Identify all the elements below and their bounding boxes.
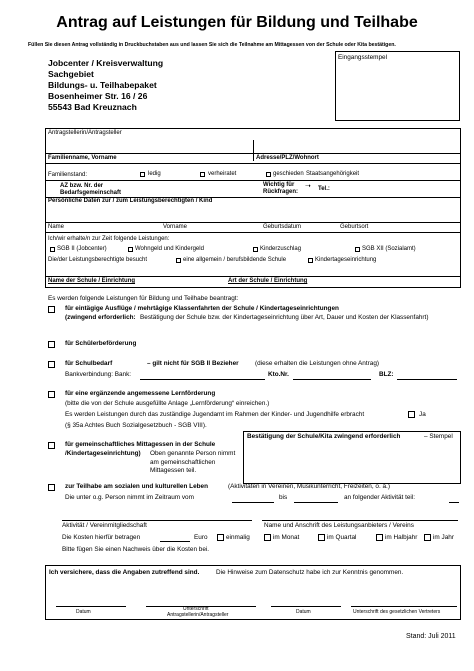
trips-checkbox[interactable]: [48, 306, 55, 313]
date-label-1: Datum: [76, 609, 91, 615]
school-general-label: eine allgemein / berufsbildende Schule: [183, 257, 287, 263]
lunch-confirm-text: – Stempel: [424, 433, 453, 440]
euro-label: Euro: [194, 534, 208, 541]
period-to-field[interactable]: [294, 502, 338, 503]
school-kita-checkbox[interactable]: [308, 258, 313, 263]
cost-halfyear-checkbox[interactable]: [376, 534, 383, 541]
kto-label: Kto.Nr.: [268, 371, 289, 378]
social-title: zur Teilhabe am sozialen und kulturellen Leben: [65, 483, 208, 490]
signature-guardian-field[interactable]: [351, 606, 457, 607]
benefit-sgb2-label: SGB II (Jobcenter): [57, 246, 107, 252]
trips-note: Bestätigung der Schule bzw. der Kindertageseinrichtung über Art, Dauer und Kosten der Klassenfahrt): [140, 314, 429, 321]
form-instruction: Füllen Sie diesen Antrag vollständig in Druckbuchstaben aus und lassen Sie sich die Teilnahme am Mittagessen von der Schule oder Kita bestätigen.: [28, 42, 396, 48]
address-line-4: Bosenheimer Str. 16 / 26: [48, 91, 148, 101]
benefit-sgb12-label: SGB XII (Sozialamt): [362, 246, 416, 252]
school-visit-label: Die/der Leistungsberechtigte besucht: [48, 257, 148, 263]
cost-once-label: einmalig: [226, 534, 250, 541]
cost-month-label: im Monat: [273, 534, 300, 541]
supplies-note: (diese erhalten die Leistungen ohne Antrag): [255, 360, 379, 367]
school-general-checkbox[interactable]: [176, 258, 181, 263]
blz-field[interactable]: [397, 379, 457, 380]
cost-quarter-checkbox[interactable]: [318, 534, 325, 541]
date-field-2[interactable]: [271, 606, 341, 607]
cost-field[interactable]: [160, 541, 190, 542]
benefit-sgb12-checkbox[interactable]: [355, 247, 360, 252]
divider: [45, 232, 461, 233]
cost-month-checkbox[interactable]: [264, 534, 271, 541]
child-section-label: Persönliche Daten zur / zum Leistungsberechtigten / Kind: [48, 198, 213, 204]
declaration-text: Die Hinweise zum Datenschutz habe ich zur Kenntnis genommen.: [216, 569, 404, 576]
social-bis: bis: [279, 494, 288, 501]
marital-ledig-checkbox[interactable]: [140, 172, 145, 177]
az-label: AZ bzw. Nr. der Bedarfsgemeinschaft: [60, 183, 122, 196]
cost-once-checkbox[interactable]: [217, 534, 224, 541]
period-from-field[interactable]: [232, 502, 274, 503]
benefit-wohngeld-checkbox[interactable]: [128, 247, 133, 252]
divider: [45, 163, 461, 164]
blz-label: BLZ:: [379, 371, 394, 378]
stamp-label: Eingangsstempel: [338, 54, 388, 61]
school-name-label: Name der Schule / Einrichtung: [48, 278, 136, 284]
supplies-title: für Schulbedarf: [65, 360, 113, 367]
signature-label: Unterschrift: [183, 606, 209, 612]
cost-year-label: im Jahr: [433, 534, 454, 541]
address-label: Adresse/PLZ/Wohnort: [256, 155, 319, 161]
marital-label: Familienstand:: [48, 172, 88, 178]
school-type-label: Art der Schule / Einrichtung: [228, 278, 308, 284]
proof-note: Bitte fügen Sie einen Nachweis über die Kosten bei.: [62, 546, 210, 553]
stand-date: Stand: Juli 2011: [406, 633, 456, 640]
marital-geschieden-checkbox[interactable]: [266, 172, 271, 177]
activity-field[interactable]: [62, 520, 252, 521]
lunch-title: für gemeinschaftliches Mittagessen in der Schule: [65, 441, 216, 448]
benefit-sgb2-checkbox[interactable]: [50, 247, 55, 252]
child-birthdate-label: Geburtsdatum: [263, 224, 302, 230]
social-checkbox[interactable]: [48, 484, 55, 491]
address-line-1: Jobcenter / Kreisverwaltung: [48, 58, 164, 68]
address-line-3: Bildungs- u. Teilhabepaket: [48, 80, 157, 90]
benefit-kinderzuschlag-label: Kinderzuschlag: [260, 246, 302, 252]
marital-ledig-label: ledig: [148, 171, 161, 177]
child-name-label: Name: [48, 224, 65, 230]
guardian-signature-label: Unterschrift des gesetzlichen Vertreters: [353, 609, 441, 615]
important-label: Wichtig für Rückfragen:: [263, 182, 299, 195]
supplies-dash: – gilt nicht für SGB II Bezieher: [147, 360, 239, 367]
activity-label: Aktivität / Vereinmitgliedschaft: [62, 522, 147, 529]
child-birthplace-label: Geburtsort: [340, 224, 369, 230]
benefit-wohngeld-label: Wohngeld und Kindergeld: [135, 246, 204, 252]
tutoring-checkbox[interactable]: [48, 391, 55, 398]
lunch-confirmation-box: [243, 431, 461, 484]
provider-label: Name und Anschrift des Leistungsanbieters / Vereins: [264, 522, 414, 529]
school-kita-label: Kindertageseinrichtung: [315, 257, 377, 263]
bank-field[interactable]: [140, 379, 265, 380]
activity-field-tail[interactable]: [449, 502, 459, 503]
trips-note-bold: (zwingend erforderlich:: [65, 314, 136, 321]
family-name-label: Familienname, Vorname: [48, 155, 117, 161]
lunch-text: Oben genannte Person nimmt am gemeinschaftlichen Mittagessen teil.: [150, 450, 236, 475]
tutoring-title: für eine ergänzende angemessene Lernförderung: [65, 390, 216, 397]
tutoring-ja-checkbox[interactable]: [408, 411, 415, 418]
benefits-intro: Es werden folgende Leistungen für Bildung und Teilhabe beantragt:: [48, 295, 239, 302]
divider: [253, 140, 254, 161]
social-note: (Aktivitäten in Vereinen, Musikunterricht, Freizeiten, o. ä.): [228, 483, 390, 490]
tutoring-ja-label: Ja: [419, 411, 426, 418]
stamp-box: [335, 51, 460, 121]
bank-label: Bankverbindung: Bank:: [65, 371, 132, 378]
form-title: Antrag auf Leistungen für Bildung und Teilhabe: [56, 14, 418, 31]
nationality-label: Staatsangehörigkeit: [306, 171, 360, 177]
trips-title: für eintägige Ausflüge / mehrtägige Klassenfahrten der Schule / Kindertageseinrichtungen: [65, 305, 339, 312]
tutoring-line-1: (bitte die von der Schule ausgefüllte Anlage „Lernförderung“ einreichen.): [65, 400, 270, 407]
cost-year-checkbox[interactable]: [424, 534, 431, 541]
tel-label: Tel.:: [318, 186, 330, 192]
benefit-kinderzuschlag-checkbox[interactable]: [253, 247, 258, 252]
benefits-received-label: Ich/wir erhalte/n zur Zeit folgende Leistungen:: [48, 236, 170, 242]
lunch-checkbox[interactable]: [48, 442, 55, 449]
divider: [45, 180, 461, 181]
marital-verheiratet-label: verheiratet: [208, 171, 237, 177]
address-line-5: 55543 Bad Kreuznach: [48, 102, 137, 112]
lunch-confirm-bold: Bestätigung der Schule/Kita zwingend erforderlich: [247, 433, 401, 440]
arrow-right-icon: ➝: [305, 183, 311, 190]
child-vorname-label: Vorname: [163, 224, 188, 230]
date-label-2: Datum: [296, 609, 311, 615]
school-name-field-line[interactable]: [45, 276, 461, 277]
date-field-1[interactable]: [56, 606, 126, 607]
social-end: an folgender Aktivität teil:: [344, 494, 416, 501]
declaration-bold: Ich versichere, dass die Angaben zutreffend sind.: [49, 569, 200, 576]
cost-halfyear-label: im Halbjahr: [385, 534, 418, 541]
child-name-field-line[interactable]: [45, 222, 461, 223]
social-line: Die unter o.g. Person nimmt im Zeitraum vom: [65, 494, 194, 501]
tutoring-line-3: (§ 35a Achtes Buch Sozialgesetzbuch - SGB VIII).: [65, 422, 207, 429]
lunch-title-2: /Kindertageseinrichtung): [65, 450, 141, 457]
supplies-checkbox[interactable]: [48, 361, 55, 368]
declaration-box: [45, 565, 461, 620]
provider-field[interactable]: [262, 520, 458, 521]
applicant-section-label: Antragstellerin/Antragsteller: [48, 130, 122, 136]
kto-field[interactable]: [293, 379, 371, 380]
marital-verheiratet-checkbox[interactable]: [200, 172, 205, 177]
transport-title: für Schülerbeförderung: [65, 340, 137, 347]
address-line-2: Sachgebiet: [48, 69, 94, 79]
marital-geschieden-label: geschieden: [273, 171, 304, 177]
transport-checkbox[interactable]: [48, 341, 55, 348]
tutoring-line-2: Es werden Leistungen durch das zuständige Jugendamt im Rahmen der Kinder- und Jugendhilfe erbracht: [65, 411, 365, 418]
cost-quarter-label: im Quartal: [327, 534, 357, 541]
cost-label: Die Kosten hierfür betragen: [62, 534, 141, 541]
applicant-label: Antragstellerin/Antragsteller: [167, 612, 229, 618]
